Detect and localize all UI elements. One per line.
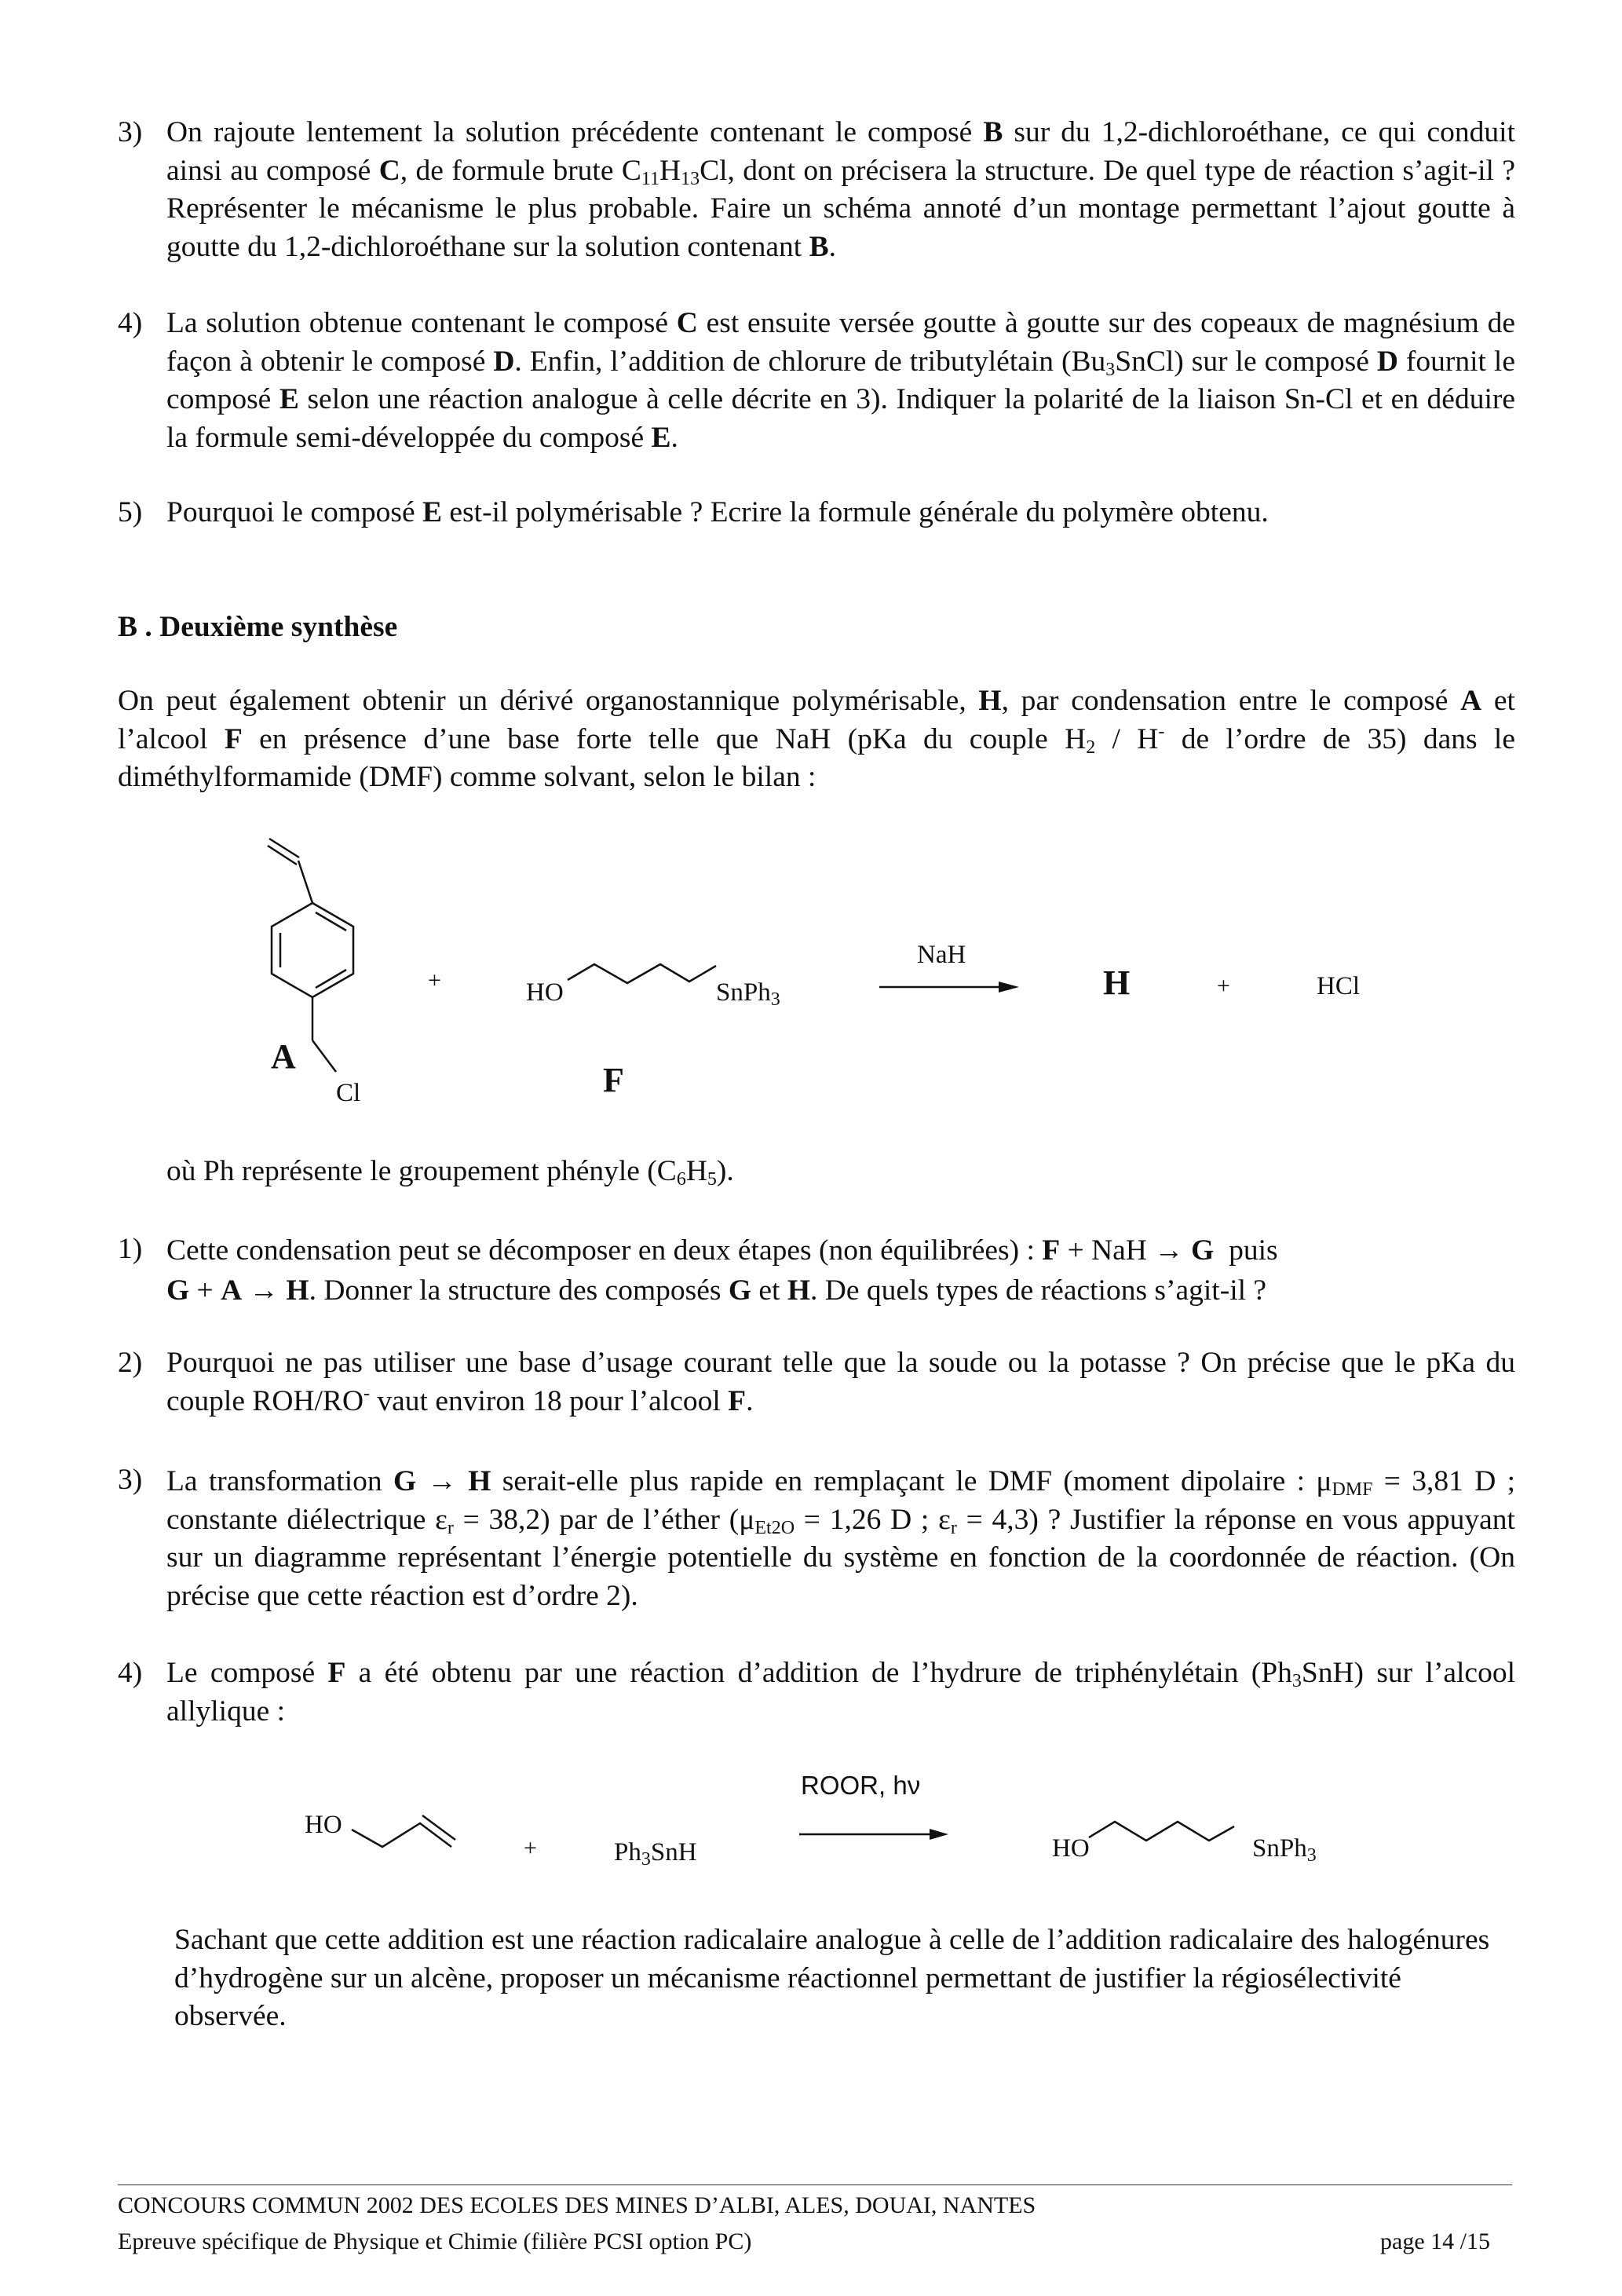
- question-b4-followup: Sachant que cette addition est une réaction radicalaire analogue à celle de l’addition radicalaire des halogénures d’hydrogène sur un alcène, proposer un mécanisme réactionnel permettant de justifier la régiosélectivité observée.: [174, 1924, 1490, 2032]
- product-h-label: H: [1103, 963, 1131, 1002]
- question-text: Cette condensation peut se décomposer en deux étapes (non équilibrées) : F + NaH → G puis G + A → H. Donner la structure des composés G et H. De quels types de réactions s’agit-il ?: [166, 1233, 1278, 1307]
- question-b1: [118, 1230, 1515, 1310]
- plus-sign: +: [524, 1835, 537, 1861]
- question-text: Pourquoi le composé E est-il polymérisable ? Ecrire la formule générale du polymère obtenu.: [166, 496, 1269, 528]
- hydroxyl-label: HO: [1052, 1834, 1090, 1863]
- question-b4: [118, 1654, 1515, 1731]
- tin-group-label: SnPh$_3$: [1252, 1834, 1317, 1866]
- question-number: 4): [118, 1657, 143, 1689]
- plus-sign: +: [1217, 973, 1230, 999]
- section-intro: On peut également obtenir un dérivé organostannique polymérisable, H, par condensation entre le composé A et l’alcool F en présence d’une base forte telle que NaH (pKa du couple $H_2 / H^-$ de l’ordre de 35) dans le diméthylformamide (DMF) comme solvant, selon le bilan :: [118, 685, 1515, 793]
- propyl-chain: [568, 964, 716, 983]
- hydroxyl-label: HO: [526, 978, 564, 1007]
- phenyl-note: où Ph représente le groupement phényle $(C_6H_5)$.: [166, 1155, 734, 1190]
- question-number: 5): [118, 496, 143, 528]
- question-number: 1): [118, 1233, 143, 1265]
- footer-exam: Epreuve spécifique de Physique et Chimie (filière PCSI option PC): [118, 2228, 752, 2254]
- reaction-scheme-2-drawing: [352, 1815, 1234, 1847]
- triphenyltin-hydride-label: $Ph_3SnH$: [614, 1838, 697, 1870]
- arrow-head-icon: [930, 1829, 948, 1840]
- compound-f-label: F: [603, 1061, 624, 1099]
- chlorine-label: Cl: [336, 1079, 361, 1107]
- ring-double-bond: [316, 970, 346, 988]
- compound-f-structure: [568, 964, 716, 983]
- question-text: La solution obtenue contenant le composé C est ensuite versée goutte à goutte sur des copeaux de magnésium de façon à obtenir le composé D. Enfin, l’addition de chlorure de tributylétain $(Bu_3SnCl)$ sur le composé D fournit le composé E selon une réaction analogue à celle décrite en 3). Indiquer la polarité de la liaison Sn-Cl et en déduire la formule semi-développée du composé E.: [166, 307, 1515, 454]
- question-text: Pourquoi ne pas utiliser une base d’usage courant telle que la soude ou la potasse ? On précise que le pKa du couple ROH/RO- vaut environ 18 pour l’alcool F.: [166, 1347, 1515, 1417]
- question-number: 2): [118, 1347, 143, 1379]
- question-b2: [118, 1344, 1515, 1420]
- question-text: Le composé F a été obtenu par une réaction d’addition de l’hydrure de triphénylétain $(Ph_3SnH)$ sur l’alcool allylique :: [166, 1657, 1515, 1727]
- question-number: 3): [118, 116, 143, 148]
- page-number: page 14 /15: [1380, 2228, 1490, 2254]
- product-chain: [1089, 1822, 1234, 1841]
- reaction-arrow-1: [879, 982, 1019, 993]
- section-title: B . Deuxième synthèse: [118, 611, 398, 643]
- compound-a-label: A: [271, 1037, 296, 1076]
- tin-group-label: SnPh$_3$: [716, 978, 780, 1010]
- hydroxyl-label: HO: [305, 1811, 342, 1839]
- question-b3: [118, 1461, 1515, 1615]
- reagent-label: ROOR, hν: [801, 1771, 921, 1800]
- question-text: La transformation G → H serait-elle plus rapide en remplaçant le DMF (moment dipolaire : $\mu_{DMF} = 3,81$ D ; constante diélectrique $\varepsilon_r = 38,2$) par de l’éther ($\mu_{Et2O} = 1,26$ D ; $\varepsilon_r = 4,3$) ? Justifier la réponse en vous appuyant sur un diagramme représentant l’énergie potentielle du système en fonction de la coordonnée de réaction. (On précise que cette réaction est d’ordre 2).: [166, 1464, 1516, 1612]
- question-number: 3): [118, 1464, 143, 1496]
- vinyl-link-bond: [298, 861, 312, 903]
- benzene-ring: [272, 903, 353, 997]
- question-text: On rajoute lentement la solution précédente contenant le composé B sur du 1,2-dichloroéthane, ce qui conduit ainsi au composé C, de formule brute $C_{11}H_{13}Cl$, dont on précisera la structure. De quel type de réaction s’agit-il ? Représenter le mécanisme le plus probable. Faire un schéma annoté d’un montage permettant l’ajout goutte à goutte du 1,2-dichloroéthane sur la solution contenant B.: [166, 116, 1515, 263]
- footer-divider: [118, 2184, 1512, 2185]
- c-cl-bond: [312, 1040, 336, 1072]
- vinyl-double-bond: [269, 839, 299, 857]
- reagent-label: NaH: [917, 941, 966, 969]
- hcl-label: HCl: [1317, 972, 1361, 1000]
- plus-sign: +: [428, 967, 441, 993]
- vinyl-bond: [268, 846, 297, 865]
- ring-double-bond: [316, 912, 346, 930]
- footer-contest: CONCOURS COMMUN 2002 DES ECOLES DES MINES D’ALBI, ALES, DOUAI, NANTES: [118, 2192, 1036, 2218]
- question-number: 4): [118, 307, 143, 339]
